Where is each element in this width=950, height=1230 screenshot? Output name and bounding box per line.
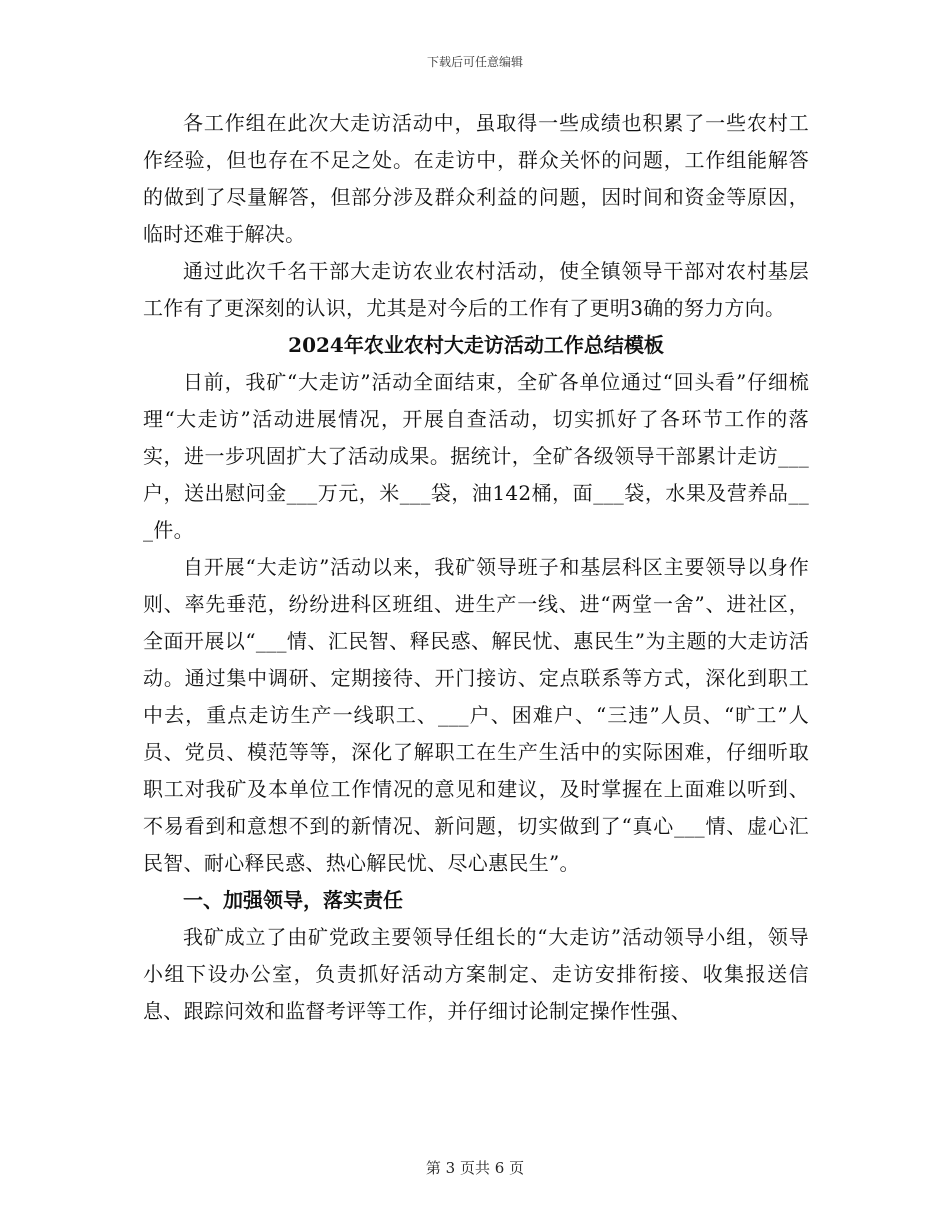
page-header-note: 下载后可任意编辑 (426, 55, 523, 69)
document-title: 2024年农业农村大走访活动工作总结模板 (288, 333, 664, 357)
paragraph-1: 各工作组在此次大走访活动中，虽取得一些成绩也积累了一些农村工作经验，但也存在不足之处。在走访中，群众关怀的问题，工作组能解答的做到了尽量解答，但部分涉及群众利益的问题，因时间和资金等原因，临时还难于解决。 (143, 111, 809, 246)
paragraph-4: 自开展“大走访”活动以来，我矿领导班子和基层科区主要领导以身作则、率先垂范，纷纷进科区班组、进生产一线、进“两堂一舍”、进社区，全面开展以“___情、汇民智、释民惑、解民忧、惠民生”为主题的大走访活动。通过集中调研、定期接待、开门接访、定点联系等方式，深化到职工中去，重点走访生产一线职工、___户、困难户、“三违”人员、“旷工”人员、党员、模范等等，深化了解职工在生产生活中的实际困难，仔细听取职工对我矿及本单位工作情况的意见和建议，及时掌握在上面难以听到、不易看到和意想不到的新情况、新问题，切实做到了“真心___情、虚心汇民智、耐心释民惑、热心解民忧、尽心惠民生”。 (143, 555, 809, 875)
paragraph-2: 通过此次千名干部大走访农业农村活动，使全镇领导干部对农村基层工作有了更深刻的认识，尤其是对今后的工作有了更明3确的努力方向。 (143, 259, 809, 320)
paragraph-5: 我矿成立了由矿党政主要领导任组长的“大走访”活动领导小组，领导小组下设办公室，负责抓好活动方案制定、走访安排衔接、收集报送信息、跟踪问效和监督考评等工作，并仔细讨论制定操作性强、 (143, 925, 809, 1023)
paragraph-3: 日前，我矿“大走访”活动全面结束，全矿各单位通过“回头看”仔细梳理“大走访”活动进展情况，开展自查活动，切实抓好了各环节工作的落实，进一步巩固扩大了活动成果。据统计，全矿各级领导干部累计走访___户，送出慰问金___万元，米___袋，油142桶，面___袋，水果及营养品___件。 (143, 370, 809, 542)
section-heading-1: 一、加强领导，落实责任 (183, 888, 403, 912)
page-number: 第 3 页共 6 页 (425, 1159, 525, 1177)
document-body (143, 105, 809, 1030)
